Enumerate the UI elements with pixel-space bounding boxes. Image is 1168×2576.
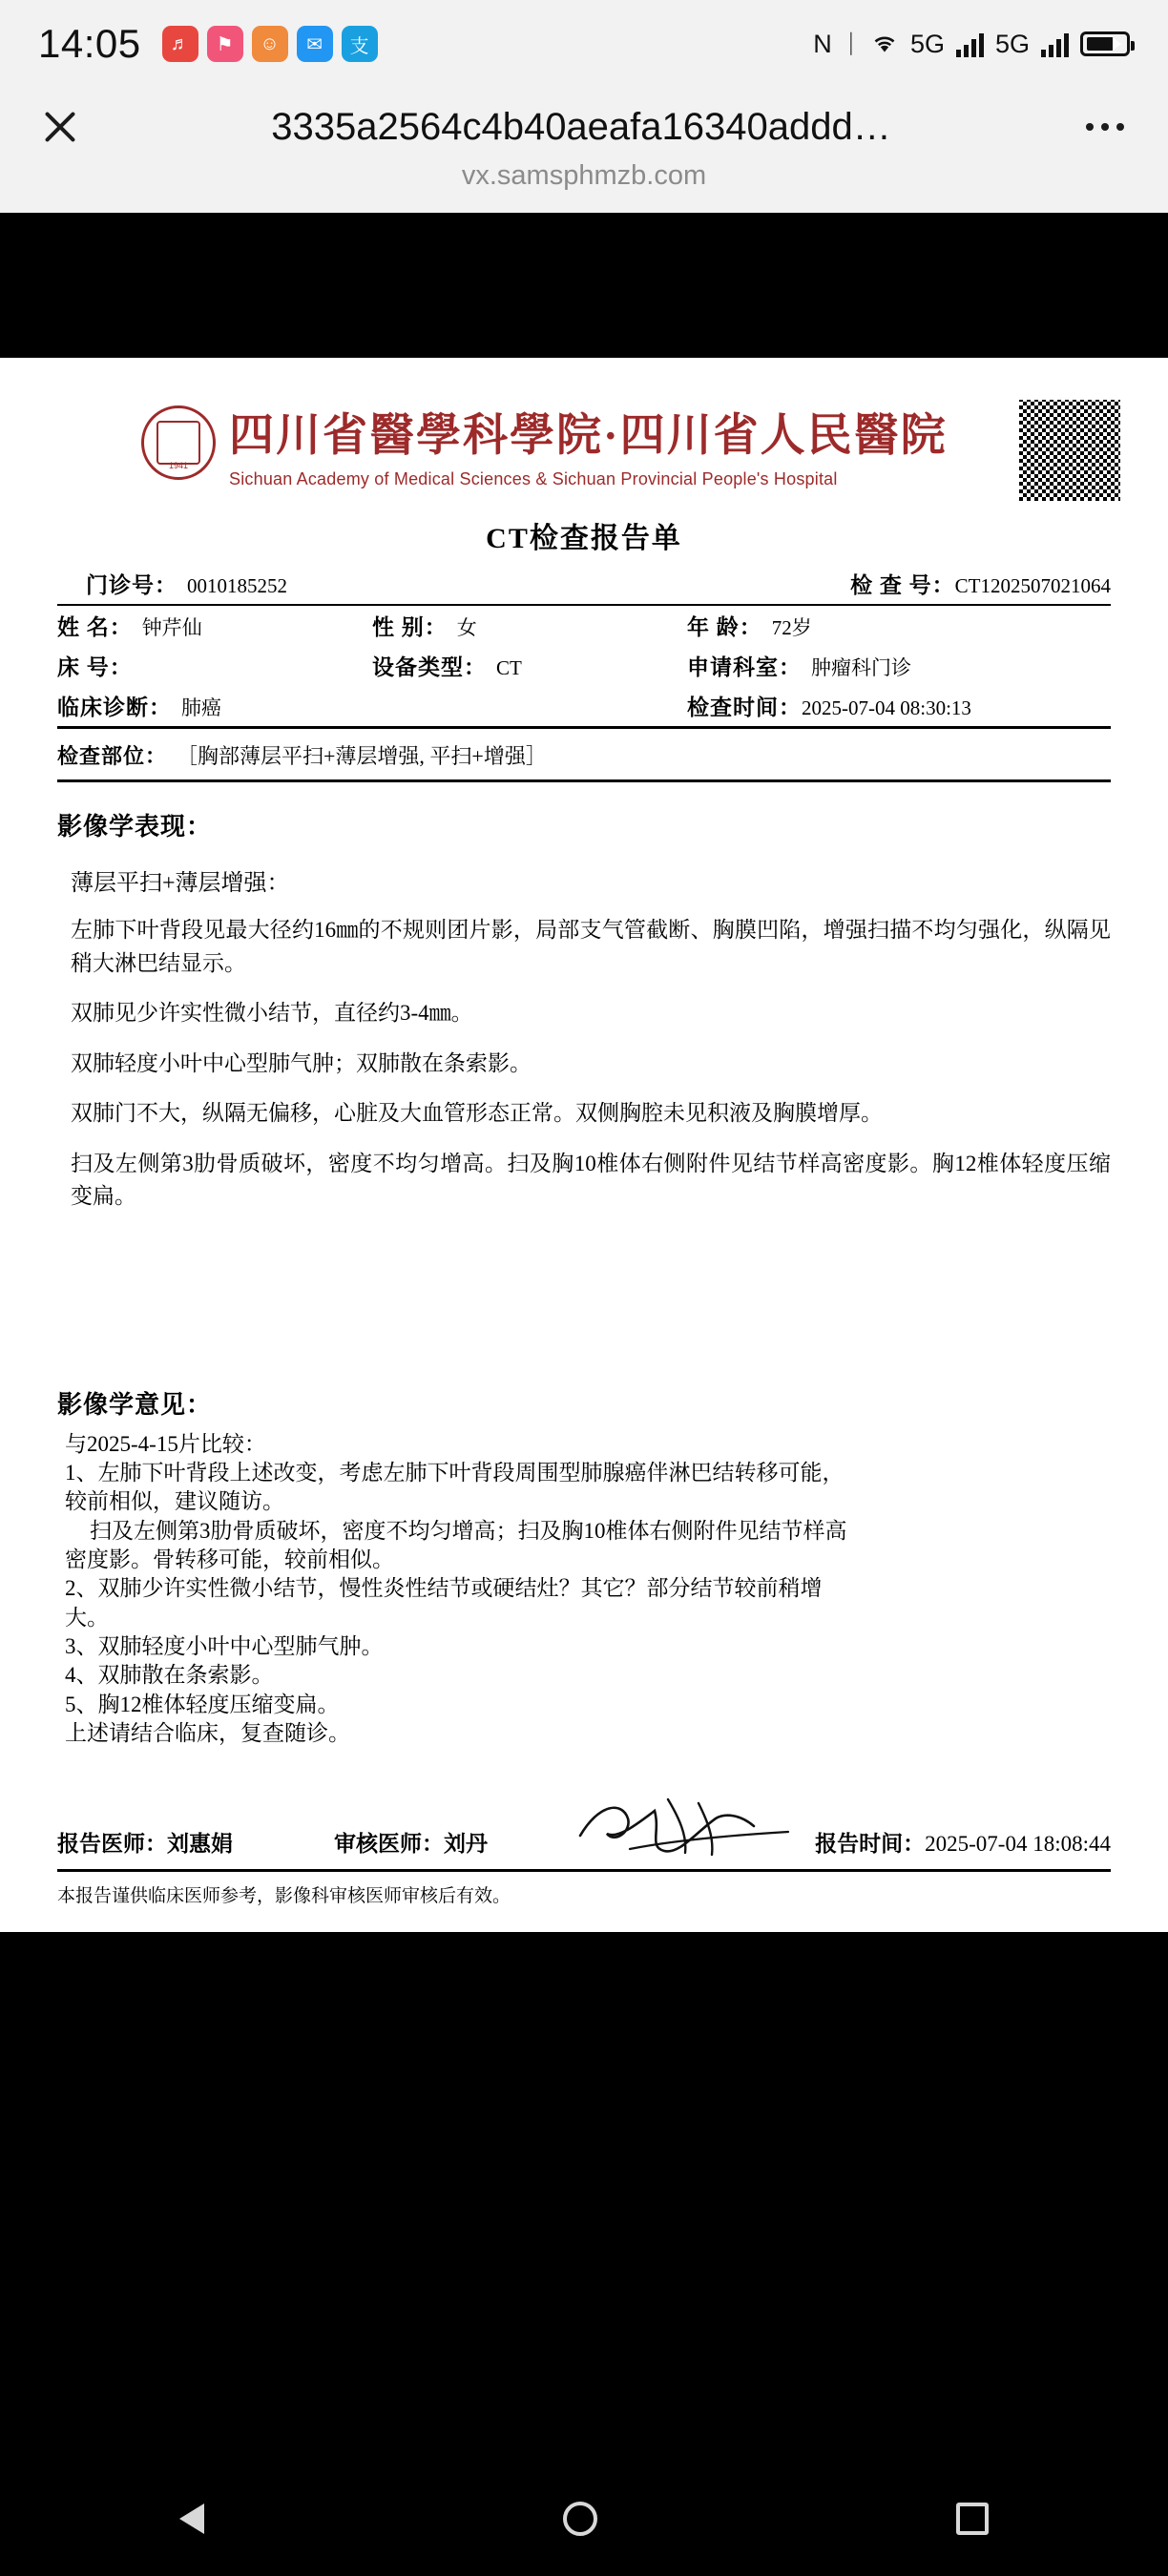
field-name	[57, 610, 372, 641]
name-label: 姓 名：	[57, 615, 133, 639]
device-label: 设备类型：	[372, 655, 487, 679]
reporter-value: 刘惠娟	[167, 1832, 233, 1857]
browser-titlebar	[0, 88, 1168, 213]
findings-paragraph: 扫及左侧第3肋骨质破坏，密度不均匀增高。扫及胸10椎体右侧附件见结节样高密度影。胸12椎体轻度压缩变扁。	[71, 1151, 1111, 1208]
impression-line: 1、左肺下叶背段上述改变，考虑左肺下叶背段周围型肺腺癌伴淋巴结转移可能，	[65, 1460, 845, 1485]
bed-label: 床 号：	[57, 655, 133, 679]
device-value: CT	[496, 656, 522, 679]
report-meta	[57, 564, 1111, 729]
age-label: 年 龄：	[687, 615, 762, 639]
impression-line: 3、双肺轻度小叶中心型肺气肿。	[65, 1634, 384, 1659]
battery-icon	[1080, 31, 1130, 56]
network-label-1: 5G	[909, 29, 945, 58]
impression-section	[57, 1385, 1111, 1749]
diagnosis-label: 临床诊断：	[57, 696, 172, 719]
field-exam-no	[850, 568, 1111, 599]
system-navigation-bar	[0, 2462, 1168, 2576]
app-icon-orange: ☺	[252, 26, 288, 62]
back-icon[interactable]	[179, 2503, 204, 2534]
page-top-blank	[0, 213, 1168, 358]
findings-paragraph: 双肺见少许实性微小结节，直径约3-4㎜。	[71, 1001, 473, 1025]
findings-paragraph: 双肺轻度小叶中心型肺气肿；双肺散在条索影。	[71, 1050, 532, 1075]
findings-section	[57, 807, 1111, 1214]
meta-row-diagnosis	[57, 686, 1111, 729]
hospital-crest-icon	[141, 405, 216, 480]
findings-title: 影像学表现：	[57, 813, 213, 841]
app-icon-red: ♬	[162, 26, 198, 62]
recents-icon[interactable]	[956, 2503, 989, 2535]
impression-line: 扫及左侧第3肋骨质破坏，密度不均匀增高；扫及胸10椎体右侧附件见结节样高	[90, 1518, 847, 1543]
clinic-no-value: 0010185252	[187, 574, 287, 597]
hospital-name-cn: 四川省醫學科學院·四川省人民醫院	[229, 411, 948, 461]
impression-line: 5、胸12椎体轻度压缩变扁。	[65, 1692, 340, 1716]
sex-value: 女	[456, 616, 477, 639]
impression-line: 密度影。骨转移可能，较前相似。	[65, 1547, 394, 1571]
bluetooth-icon: ᛁ	[843, 29, 859, 58]
reporter-label: 报告医师：	[57, 1832, 167, 1857]
network-label-2: 5G	[994, 29, 1030, 58]
crest-year: 1941	[168, 461, 189, 470]
report-time-label: 报告时间：	[815, 1832, 926, 1857]
qr-code	[1019, 400, 1120, 501]
exam-part-label: 检查部位：	[57, 744, 168, 768]
exam-time-value: 2025-07-04 08:30:13	[802, 696, 971, 719]
footer-row	[57, 1826, 1111, 1872]
exam-part-value: ［胸部薄层平扫+薄层增强, 平扫+增强］	[177, 744, 547, 768]
exam-no-label: 检 查 号：	[850, 573, 955, 597]
field-bed	[57, 650, 372, 681]
diagnosis-value: 肺癌	[181, 696, 221, 719]
status-bar	[0, 0, 1168, 88]
dept-value: 肿瘤科门诊	[811, 656, 911, 679]
sex-label: 性 别：	[372, 615, 448, 639]
impression-line: 4、双肺散在条索影。	[65, 1663, 274, 1688]
report-time-value: 2025-07-04 18:08:44	[925, 1832, 1111, 1857]
impression-line: 上述请结合临床，复查随诊。	[65, 1721, 350, 1746]
reviewer-value: 刘丹	[444, 1832, 488, 1857]
exam-no-value: CT1202507021064	[954, 574, 1111, 597]
field-exam-time	[687, 690, 1111, 721]
field-device	[372, 650, 687, 681]
impression-line: 较前相似，建议随访。	[65, 1489, 284, 1514]
hospital-name-en: Sichuan Academy of Medical Sciences & Sichuan Provincial People's Hospital	[229, 469, 838, 488]
field-age	[687, 610, 1111, 641]
report-header	[0, 383, 1168, 505]
ct-report-document	[0, 358, 1168, 1932]
field-reporter	[57, 1826, 334, 1858]
status-notification-icons	[162, 26, 378, 62]
signal-bars-2	[1041, 31, 1069, 57]
meta-row-ids	[57, 564, 1111, 606]
field-report-time	[815, 1826, 1111, 1858]
page-title: 3335a2564c4b40aeafa16340addd…	[271, 105, 891, 148]
app-icon-blue: ✉	[297, 26, 333, 62]
close-icon[interactable]	[32, 99, 88, 155]
impression-line: 大。	[65, 1605, 109, 1630]
exam-time-label: 检查时间：	[687, 696, 802, 719]
more-options-icon[interactable]	[1074, 123, 1136, 131]
field-sex	[372, 610, 687, 641]
impression-line: 与2025-4-15片比较：	[65, 1431, 266, 1456]
findings-paragraph: 双肺门不大，纵隔无偏移，心脏及大血管形态正常。双侧胸腔未见积液及胸膜增厚。	[71, 1101, 883, 1125]
findings-paragraph: 左肺下叶背段见最大径约16㎜的不规则团片影，局部支气管截断、胸膜凹陷，增强扫描不均匀强化，纵隔见稍大淋巴结显示。	[71, 918, 1111, 975]
impression-line: 2、双肺少许实性微小结节，慢性炎性结节或硬结灶？其它？部分结节较前稍增	[65, 1576, 823, 1601]
field-diagnosis	[57, 690, 687, 721]
age-value: 72岁	[771, 616, 812, 639]
field-reviewer	[334, 1826, 620, 1858]
app-icon-pink: ⚑	[207, 26, 243, 62]
nfc-icon: N	[813, 29, 832, 58]
name-value: 钟芹仙	[141, 616, 202, 639]
findings-subtitle: 薄层平扫+薄层增强：	[71, 871, 290, 896]
wifi-icon	[870, 32, 899, 55]
report-disclaimer: 本报告谨供临床医师参考，影像科审核医师审核后有效。	[57, 1886, 511, 1907]
page-host: vx.samsphmzb.com	[461, 160, 707, 191]
findings-blank-space	[0, 1214, 1168, 1385]
meta-row-bed	[57, 646, 1111, 686]
field-clinic-no	[86, 568, 287, 599]
meta-row-patient	[57, 606, 1111, 646]
clinic-no-label: 门诊号：	[86, 573, 177, 597]
status-system-icons	[813, 31, 1130, 57]
app-icon-alipay: 支	[342, 26, 378, 62]
home-icon[interactable]	[563, 2502, 597, 2536]
report-title: CT检查报告单	[486, 523, 682, 554]
status-clock: 14:05	[38, 21, 141, 66]
dept-label: 申请科室：	[687, 655, 802, 679]
field-exam-part	[57, 735, 1111, 782]
signal-bars-1	[956, 31, 984, 57]
webview[interactable]	[0, 213, 1168, 1932]
reviewer-label: 审核医师：	[334, 1832, 444, 1857]
impression-title: 影像学意见：	[57, 1390, 213, 1419]
report-footer	[57, 1826, 1111, 1907]
field-dept	[687, 650, 1111, 681]
